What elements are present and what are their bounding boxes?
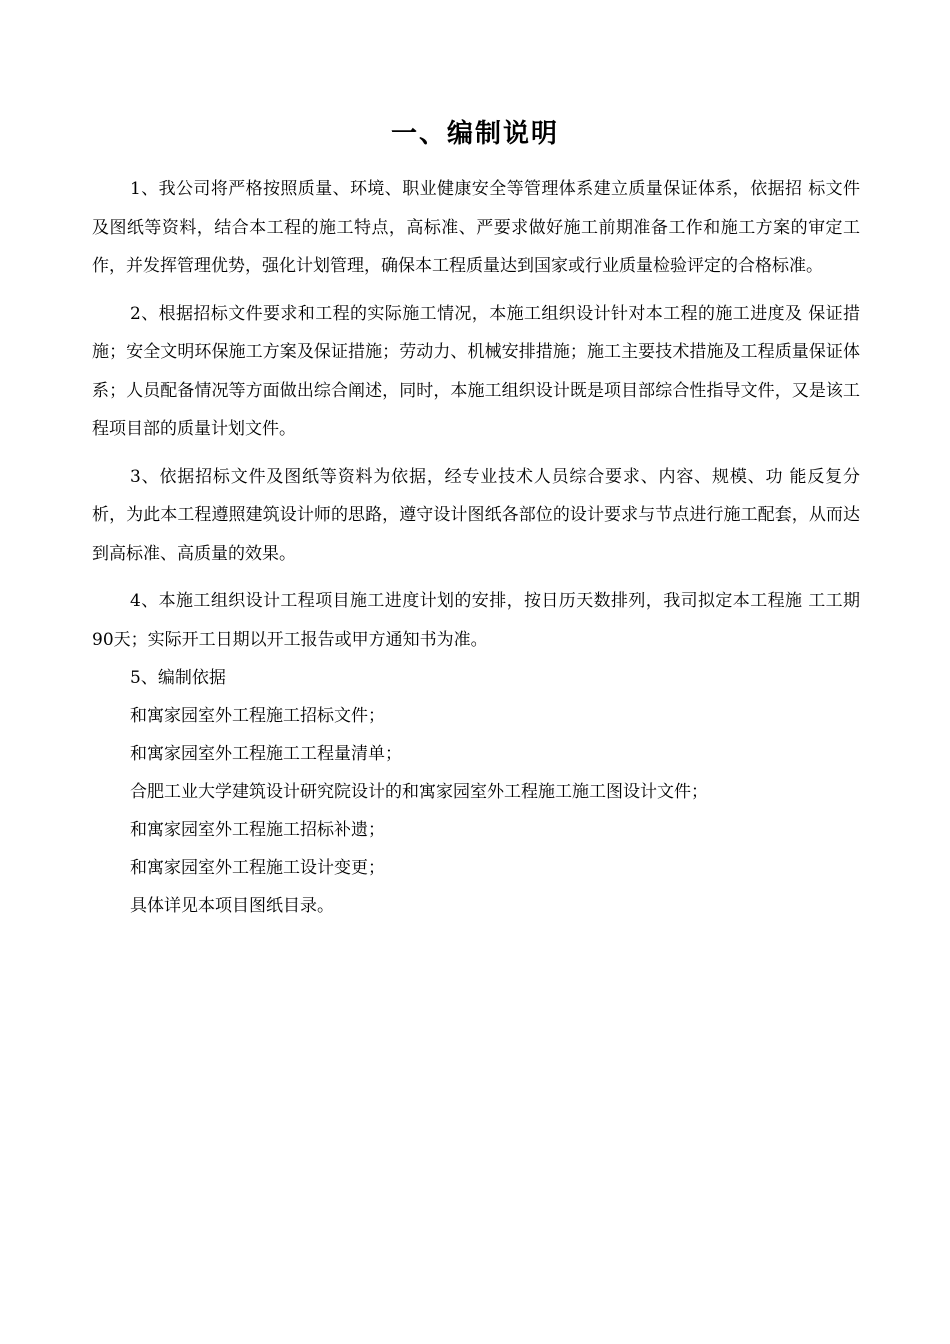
basis-item: 合肥工业大学建筑设计研究院设计的和寓家园室外工程施工施工图设计文件； <box>130 782 708 802</box>
page-title: 一、编制说明 <box>390 119 559 149</box>
basis-heading: 5、编制依据 <box>130 668 226 688</box>
paragraph-3: 3、依据招标文件及图纸等资料为依据，经专业技术人员综合要求、内容、规模、功 能反复分析，为此本工程遵照建筑设计师的思路，遵守设计图纸各部位的设计要求与节点进行施工配套，从而达到高标准、高质量的效果。 <box>92 466 860 564</box>
paragraph-1: 1、我公司将严格按照质量、环境、职业健康安全等管理体系建立质量保证体系，依据招 标文件及图纸等资料，结合本工程的施工特点，高标准、严要求做好施工前期准备工作和施工方案的审定工作，并发挥管理优势，强化计划管理，确保本工程质量达到国家或行业质量检验评定的合格标准。 <box>92 179 860 276</box>
basis-item: 和寓家园室外工程施工招标补遗； <box>130 820 385 840</box>
basis-item: 和寓家园室外工程施工设计变更； <box>130 858 385 878</box>
basis-item: 和寓家园室外工程施工招标文件； <box>130 706 385 726</box>
basis-item: 具体详见本项目图纸目录。 <box>130 896 334 916</box>
document-body <box>92 170 860 925</box>
paragraph-4: 4、本施工组织设计工程项目施工进度计划的安排，按日历天数排列，我司拟定本工程施 工工期90天；实际开工日期以开工报告或甲方通知书为准。 <box>92 591 860 650</box>
paragraph-2: 2、根据招标文件要求和工程的实际施工情况，本施工组织设计针对本工程的施工进度及 保证措施；安全文明环保施工方案及保证措施；劳动力、机械安排措施；施工主要技术措施及工程质量保证体系；人员配备情况等方面做出综合阐述，同时，本施工组织设计既是项目部综合性指导文件，又是该工程项目部的质量计划文件。 <box>92 303 860 439</box>
basis-item: 和寓家园室外工程施工工程量清单； <box>130 744 402 764</box>
